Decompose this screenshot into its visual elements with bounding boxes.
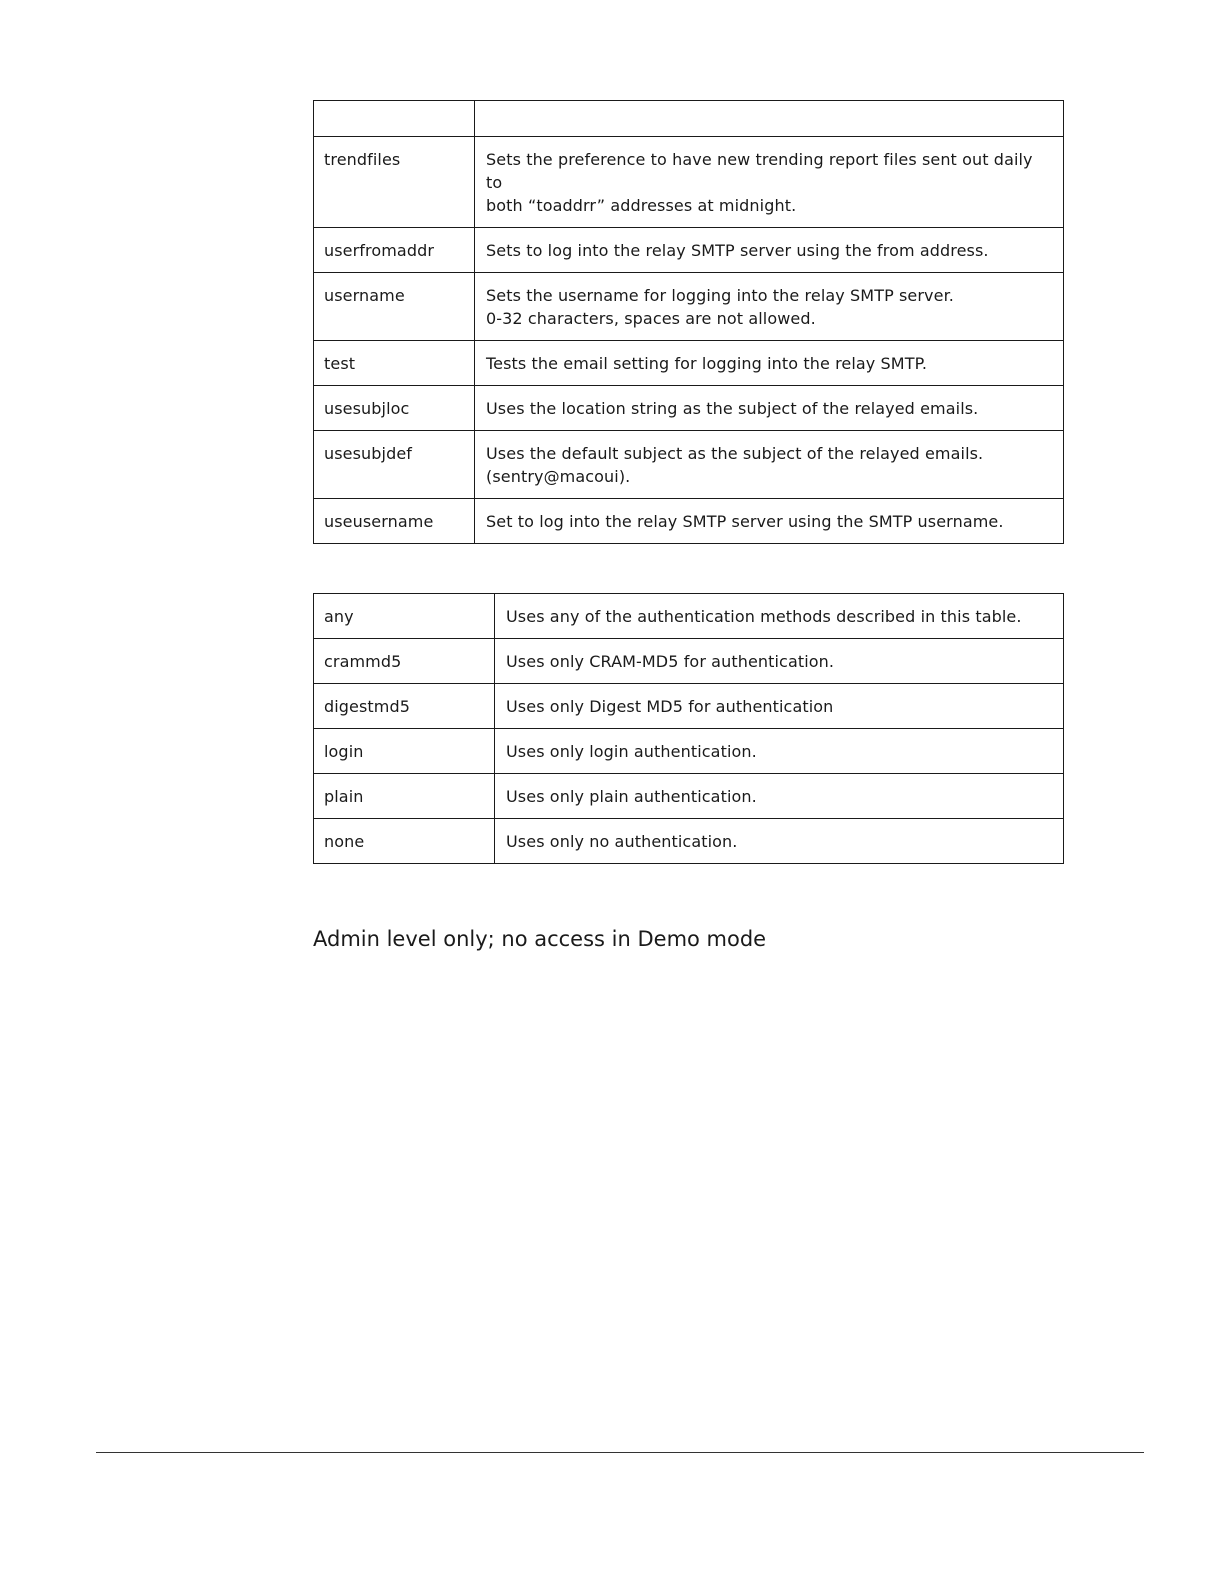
auth-method-description: Uses only no authentication.: [495, 819, 1064, 864]
table-row: [314, 594, 1064, 639]
table-row: [314, 774, 1064, 819]
header-cell-description: [475, 101, 1064, 137]
table-row: [314, 499, 1064, 544]
table-row: [314, 228, 1064, 273]
option-description: [475, 431, 1064, 499]
option-name: usesubjloc: [314, 386, 475, 431]
description-line: both “toaddrr” addresses at midnight.: [486, 196, 797, 215]
auth-method-name: digestmd5: [314, 684, 495, 729]
option-name: trendfiles: [314, 137, 475, 228]
description-line: Uses the default subject as the subject of the relayed emails.: [486, 444, 984, 463]
auth-method-description: Uses any of the authentication methods described in this table.: [495, 594, 1064, 639]
option-description: [475, 273, 1064, 341]
table-row: [314, 341, 1064, 386]
auth-method-description: Uses only CRAM-MD5 for authentication.: [495, 639, 1064, 684]
table-row: [314, 684, 1064, 729]
description-line: Tests the email setting for logging into the relay SMTP.: [486, 354, 928, 373]
auth-method-name: any: [314, 594, 495, 639]
description-line: Set to log into the relay SMTP server using the SMTP username.: [486, 512, 1004, 531]
description-line: Uses the location string as the subject of the relayed emails.: [486, 399, 979, 418]
table-header-row: [314, 101, 1064, 137]
table-row: [314, 729, 1064, 774]
option-name: usesubjdef: [314, 431, 475, 499]
auth-method-description: Uses only login authentication.: [495, 729, 1064, 774]
table-row: [314, 386, 1064, 431]
option-name: useusername: [314, 499, 475, 544]
auth-method-description: Uses only Digest MD5 for authentication: [495, 684, 1064, 729]
auth-method-description: Uses only plain authentication.: [495, 774, 1064, 819]
table-row: [314, 431, 1064, 499]
access-level-note: Admin level only; no access in Demo mode: [313, 927, 767, 951]
auth-method-name: plain: [314, 774, 495, 819]
description-line: Sets the preference to have new trending report files sent out daily to: [486, 150, 1033, 192]
option-description: [475, 341, 1064, 386]
option-description: [475, 386, 1064, 431]
auth-method-name: login: [314, 729, 495, 774]
option-description: [475, 137, 1064, 228]
smtp-options-table: [313, 100, 1064, 544]
description-line: 0-32 characters, spaces are not allowed.: [486, 309, 816, 328]
option-description: [475, 499, 1064, 544]
table-row: [314, 137, 1064, 228]
table-row: [314, 819, 1064, 864]
option-name: test: [314, 341, 475, 386]
footer-divider: [96, 1452, 1144, 1453]
description-line: (sentry@macoui).: [486, 467, 631, 486]
auth-method-name: crammd5: [314, 639, 495, 684]
header-cell-option: [314, 101, 475, 137]
option-description: [475, 228, 1064, 273]
description-line: Sets the username for logging into the relay SMTP server.: [486, 286, 954, 305]
table-row: [314, 639, 1064, 684]
option-name: userfromaddr: [314, 228, 475, 273]
auth-method-name: none: [314, 819, 495, 864]
authentication-methods-table: [313, 593, 1064, 864]
table-row: [314, 273, 1064, 341]
option-name: username: [314, 273, 475, 341]
description-line: Sets to log into the relay SMTP server using the from address.: [486, 241, 989, 260]
